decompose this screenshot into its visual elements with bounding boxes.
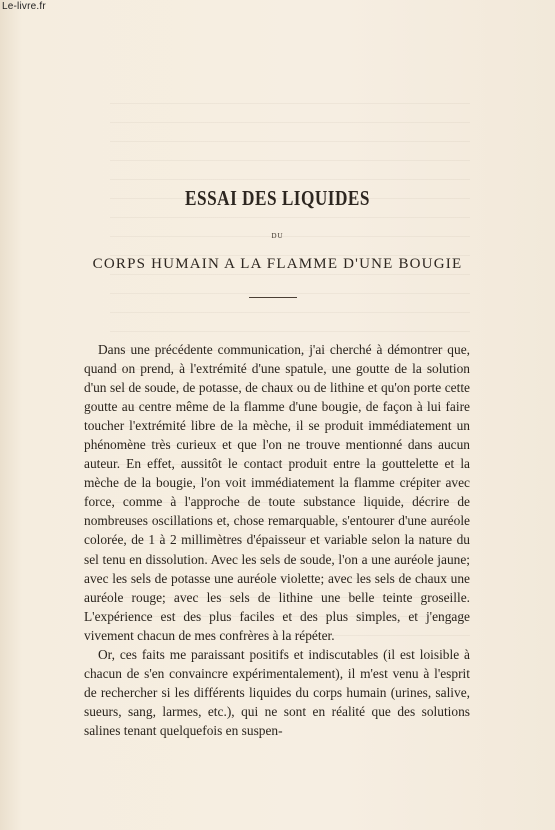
- chapter-title: ESSAI DES LIQUIDES: [185, 186, 370, 210]
- paragraph-1: Dans une précédente communication, j'ai cherché à démontrer que, quand on prend, à l'extrémité d'une spatule, une goutte de la solution d'un sel de soude, de potasse, de chaux ou de lithine et qu'on porte cette goutte au centre même de la flamme d'une bougie, de façon à lui faire toucher l'extrémité libre de la mèche, il se produit immédiatement un phénomène très curieux et que l'on ne trouve mentionné dans aucun auteur. En effet, aussitôt le contact produit entre la gouttelette et la mèche de la bougie, l'on voit immédiatement la flamme crépiter avec force, comme à l'approche de toute substance liquide, décrire de nombreuses oscillations et, chose remarquable, s'entourer d'une auréole colorée, de 1 à 2 millimètres d'épaisseur et variable selon la nature du sel tenu en dissolution. Avec les sels de soude, l'on a une auréole jaune; avec les sels de potasse une auréole violette; avec les sels de chaux une auréole rouge; avec les sels de lithine une belle teinte groseille. L'expérience est des plus faciles et des plus simples, et j'engage vivement chacun de mes confrères à la répéter.: [84, 342, 470, 643]
- site-watermark: Le-livre.fr: [2, 1, 46, 12]
- title-divider: [249, 297, 297, 298]
- title-connector: DU: [271, 232, 284, 240]
- chapter-subtitle: CORPS HUMAIN A LA FLAMME D'UNE BOUGIE: [92, 256, 463, 272]
- body-text: [84, 340, 470, 740]
- paragraph-2: Or, ces faits me paraissant positifs et indiscutables (il est loisible à chacun de s'en convaincre expérimentalement), il m'est venu à l'esprit de rechercher si les différents liquides du corps humain (urines, salive, sueurs, sang, larmes, etc.), qui ne sont en réalité que des solutions salines tenant quelquefois en suspen-: [84, 646, 470, 738]
